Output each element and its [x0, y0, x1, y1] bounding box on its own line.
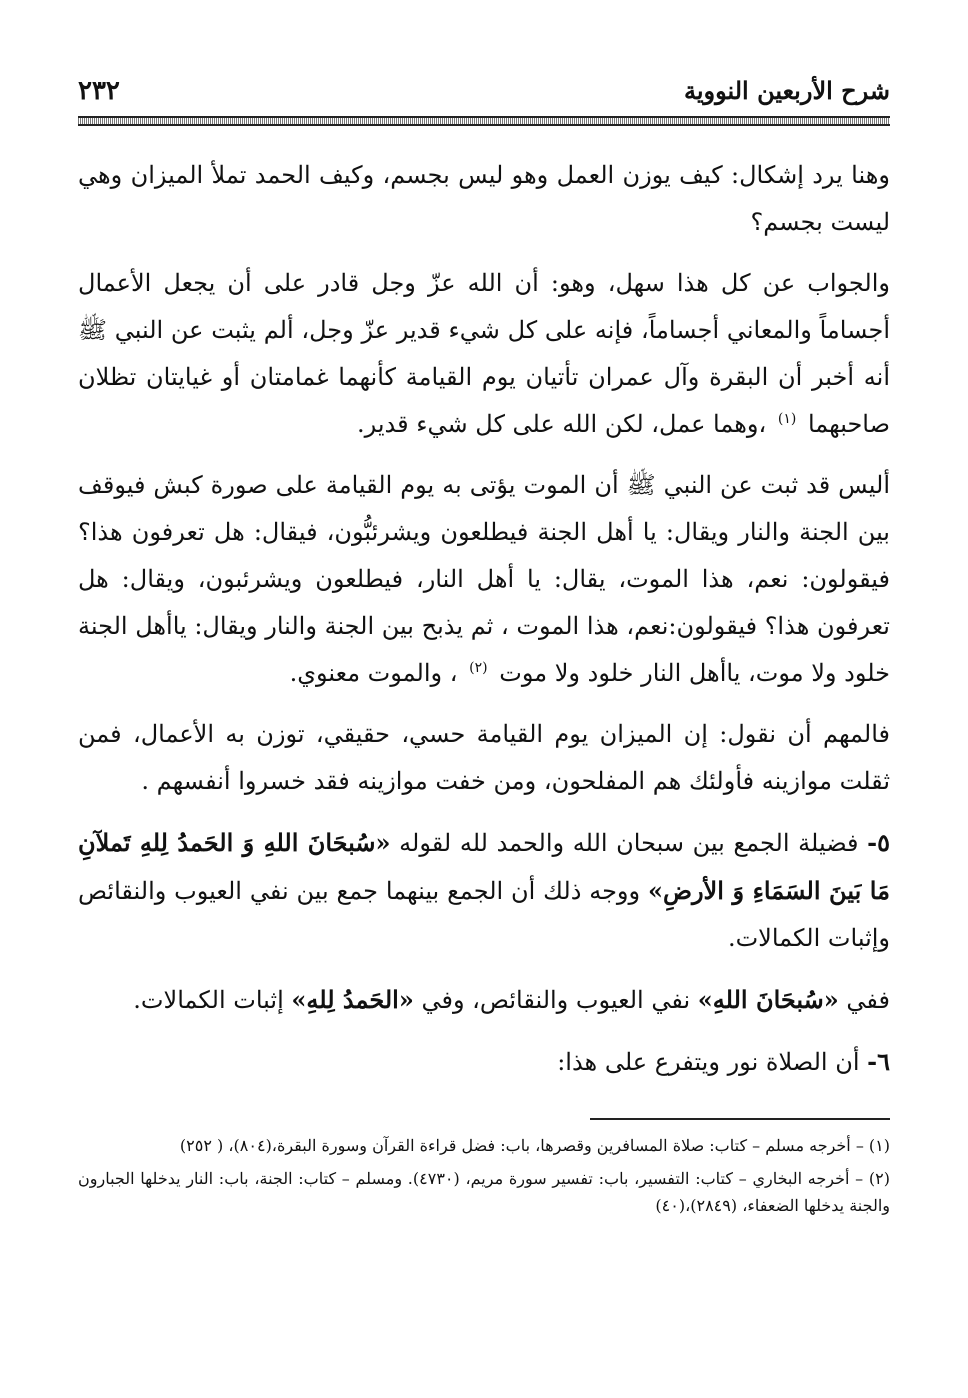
paragraph-text: ففي — [846, 986, 890, 1014]
page-number: ٢٣٢ — [78, 76, 120, 106]
paragraph-text: ،وهما عمل، لكن الله على كل شيء قدير. — [357, 410, 767, 438]
paragraph-summary — [78, 976, 890, 1024]
running-title: شرح الأربعين النووية — [683, 76, 890, 105]
paragraph-text: أليس قد ثبت عن النبي ﷺ أن الموت يؤتى به يوم القيامة على صورة كبش فيوقف بين الجنة والنار ويقال: يا أهل الجنة فيطلعون ويشرئبُّون، فيقال: هل تعرفون هذا؟ فيقولون: نعم، هذا الموت، يقال: يا أهل النار، فيطلعون ويشرئبون، ويقال: هل تعرفون هذا؟ فيقولون:نعم، هذا الموت ، ثم يذبح بين الجنة والنار ويقال: ياأهل الجنة خلود ولا موت، ياأهل النار خلود ولا موت — [78, 471, 890, 687]
footnote-ref-1[interactable]: (١) — [777, 411, 797, 427]
paragraph-text: والجواب عن كل هذا سهل، وهو: أن الله عزّ وجل قادر على أن يجعل الأعمال أجساماً والمعاني أجساماً، فإنه على كل شيء قدير عزّ وجل، ألم يثبت عن النبي ﷺ أنه أخبر أن البقرة وآل عمران تأتيان يوم القيامة كأنهما غمامتان أو غيايتان تظلان صاحبهما — [78, 269, 890, 438]
page-header — [78, 74, 890, 114]
footnote-1: (١) – أخرجه مسلم – كتاب: صلاة المسافرين وقصرها، باب: فضل قراءة القرآن وسورة البقرة،(٨٠٤)، ( ٢٥٢) — [179, 1136, 890, 1155]
paragraph-text: أن الصلاة نور ويتفرع على هذا: — [557, 1048, 860, 1076]
quote-alhamdulillah: «الحَمدُ لِلهِ» — [291, 985, 414, 1014]
quote-subhanallah: «سُبحَانَ اللهِ» — [697, 985, 839, 1014]
footnote-separator — [590, 1118, 890, 1120]
point-number: ٦- — [867, 1047, 890, 1076]
paragraph-death-hadith — [78, 462, 890, 697]
footnotes — [78, 1132, 890, 1219]
paragraph-text: فضيلة الجمع بين سبحان الله والحمد لله لقوله — [399, 829, 859, 857]
point-5 — [78, 819, 890, 962]
paragraph-problem: وهنا يرد إشكال: كيف يوزن العمل وهو ليس بجسم، وكيف الحمد تملأ الميزان وهي ليست بجسم؟ — [78, 161, 890, 236]
body-text — [78, 152, 890, 1086]
paragraph-text: ووجه ذلك أن الجمع بينهما جمع بين نفي العيوب والنقائص وإثبات الكمالات. — [78, 877, 890, 952]
header-rule — [78, 116, 890, 126]
point-number: ٥- — [867, 828, 890, 857]
footnote-ref-2[interactable]: (٢) — [469, 660, 488, 676]
footnote-2: (٢) – أخرجه البخاري – كتاب: التفسير، باب: تفسير سورة مريم، (٤٧٣٠). ومسلم – كتاب: الجنة، باب: النار يدخلها الجبارون والجنة يدخلها الضعفاء، (٢٨٤٩)،(٤٠) — [78, 1169, 890, 1215]
paragraph-conclusion: فالمهم أن نقول: إن الميزان يوم القيامة حسي، حقيقي، توزن به الأعمال، فمن ثقلت موازينه فأولئك هم المفلحون، ومن خفت موازينه فقد خسروا أنفسهم . — [78, 720, 890, 795]
hadith-quote: «سُبحَانَ اللهِ وَ الحَمدُ لِلهِ تَملآنِ مَا بَينَ السَمَاءِ وَ الأرضِ» — [78, 828, 890, 905]
point-6 — [78, 1038, 890, 1086]
paragraph-answer — [78, 260, 890, 448]
paragraph-text: ، والموت معنوي. — [289, 659, 458, 687]
paragraph-text: إثبات الكمالات. — [133, 986, 284, 1014]
paragraph-text: نفي العيوب والنقائص، وفي — [421, 986, 691, 1014]
book-page — [78, 74, 890, 1225]
